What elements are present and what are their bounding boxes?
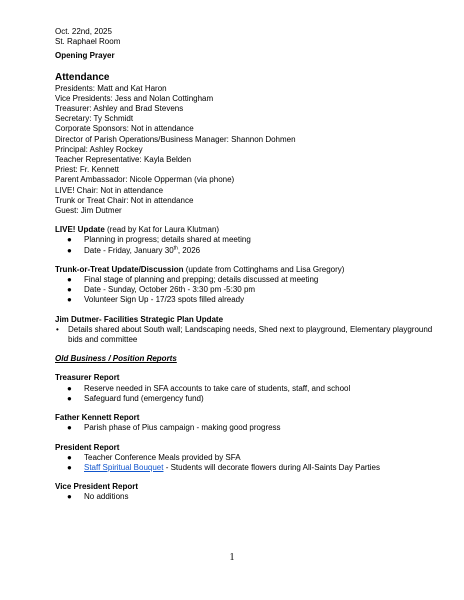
attendance-line: Teacher Representative: Kayla Belden — [55, 155, 192, 165]
president-list — [55, 453, 435, 473]
list-item: ● Reserve needed in SFA accounts to take care of students, staff, and school — [67, 383, 351, 393]
bullet-icon: ● — [67, 492, 72, 502]
bullet-icon: ● — [67, 383, 72, 393]
bullet-icon: ● — [67, 235, 72, 245]
old-business-heading: Old Business / Position Reports — [55, 354, 177, 364]
father-heading: Father Kennett Report — [55, 413, 140, 423]
attendance-line: Guest: Jim Dutmer — [55, 206, 122, 216]
list-item: ● Safeguard fund (emergency fund) — [67, 393, 204, 403]
attendance-line: Presidents: Matt and Kat Haron — [55, 83, 167, 93]
list-item: ● No additions — [67, 492, 129, 502]
attendance-line: LIVE! Chair: Not in attendance — [55, 185, 164, 195]
bullet-icon: ● — [67, 285, 72, 295]
live-update-note: (read by Kat for Laura Klutman) — [104, 225, 220, 235]
live-update-list — [55, 235, 435, 255]
attendance-heading: Attendance — [55, 71, 110, 83]
bullet-icon: ● — [67, 275, 72, 285]
attendance-line: Principal: Ashley Rockey — [55, 144, 143, 154]
attendance-line: Parent Ambassador: Nicole Opperman (via phone) — [55, 175, 235, 185]
list-item: ● Final stage of planning and prepping; details discussed at meeting — [67, 275, 319, 285]
list-item: ● Parish phase of Pius campaign - making good progress — [67, 423, 281, 433]
attendance-line: Director of Parish Operations/Business Manager: Shannon Dohmen — [55, 134, 296, 144]
trunk-note: (update from Cottinghams and Lisa Gregory) — [183, 264, 345, 274]
opening-prayer-heading: Opening Prayer — [55, 51, 115, 61]
live-update-heading — [55, 225, 435, 235]
trunk-list — [55, 275, 435, 306]
bullet-icon: ● — [67, 462, 72, 472]
meeting-date: Oct. 22nd, 2025 — [55, 27, 112, 36]
list-item: • Details shared about South wall; Landscaping needs, Shed next to playground, Elementary playground bids and committee — [56, 324, 433, 345]
page-number: 1 — [229, 552, 235, 563]
bullet-icon: ● — [67, 295, 72, 305]
father-list — [55, 423, 435, 433]
attendance-line: Treasurer: Ashley and Brad Stevens — [55, 104, 184, 114]
document-page — [55, 27, 435, 503]
treasurer-list — [55, 384, 435, 404]
vp-list — [55, 492, 435, 502]
bullet-icon: ● — [67, 452, 72, 462]
dutmer-heading: Jim Dutmer- Facilities Strategic Plan Update — [55, 314, 224, 324]
bullet-icon: ● — [67, 245, 72, 255]
bullet-icon: ● — [67, 423, 72, 433]
attendance-line: Vice Presidents: Jess and Nolan Cottingham — [55, 93, 214, 103]
live-update-title: LIVE! Update — [55, 225, 105, 235]
treasurer-heading: Treasurer Report — [55, 373, 120, 383]
list-item: ● Planning in progress; details shared at meeting — [67, 235, 251, 245]
trunk-title: Trunk-or-Treat Update/Discussion — [55, 264, 184, 274]
vp-heading: Vice President Report — [55, 482, 138, 492]
list-item: ● Staff Spiritual Bouquet - Students will decorate flowers during All-Saints Day Parties — [67, 462, 381, 472]
list-item: ● Date - Friday, January 30th, 2026 — [67, 245, 201, 255]
list-item: ● Teacher Conference Meals provided by SFA — [67, 452, 241, 462]
bullet-icon: ● — [67, 393, 72, 403]
attendance-line: Secretary: Ty Schmidt — [55, 114, 134, 124]
meeting-room: St. Raphael Room — [55, 37, 121, 47]
staff-spiritual-bouquet-link[interactable]: Staff Spiritual Bouquet — [84, 462, 164, 472]
list-item: ● Volunteer Sign Up - 17/23 spots filled already — [67, 295, 245, 305]
bullet-icon: • — [56, 324, 59, 334]
attendance-line: Corporate Sponsors: Not in attendance — [55, 124, 194, 134]
list-item: ● Date - Sunday, October 26th - 3:30 pm -5:30 pm — [67, 285, 256, 295]
president-heading: President Report — [55, 442, 120, 452]
trunk-heading — [55, 265, 435, 275]
attendance-line: Priest: Fr. Kennett — [55, 165, 120, 175]
attendance-line: Trunk or Treat Chair: Not in attendance — [55, 195, 194, 205]
attendance-list — [55, 84, 435, 217]
